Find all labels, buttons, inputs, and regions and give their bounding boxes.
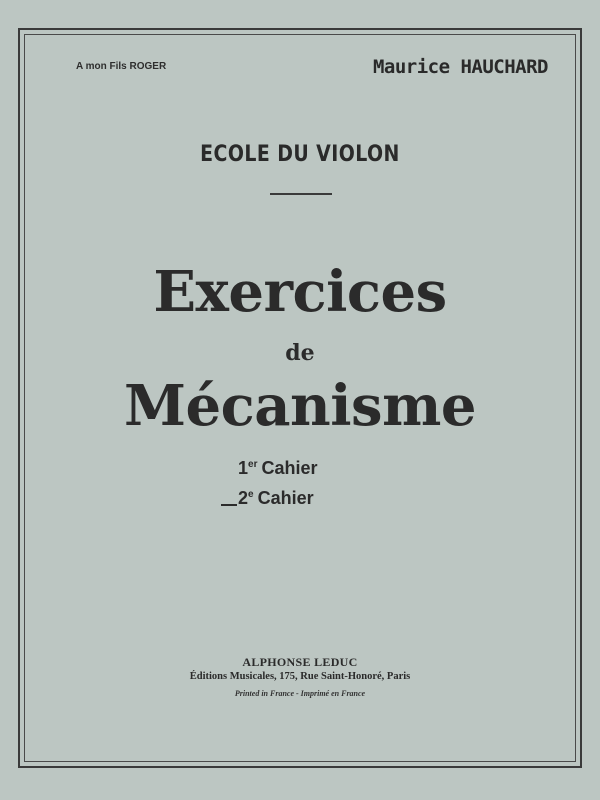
volume-number: 1 <box>238 458 249 478</box>
dedication: A mon Fils ROGER <box>76 61 167 72</box>
volume-ordinal: e <box>248 489 254 500</box>
volume-label: Cahier <box>257 488 314 508</box>
selected-volume-dash <box>221 504 237 506</box>
publisher-name: ALPHONSE LEDUC <box>242 655 358 669</box>
volume-number: 2 <box>238 488 249 508</box>
main-title: Exercices <box>153 259 447 325</box>
publisher-address: Éditions Musicales, 175, Rue Saint-Honoré, Paris <box>189 671 411 682</box>
author-name: Maurice HAUCHARD <box>372 56 548 78</box>
volume-2 <box>221 488 314 509</box>
title-connector: de <box>285 340 315 366</box>
volume-label: Cahier <box>261 458 318 478</box>
volume-1 <box>238 458 318 479</box>
main-title-line2: Mécanisme <box>124 373 476 439</box>
printed-in-notice: Printed in France - Imprimé en France <box>234 689 366 698</box>
series-title: ECOLE DU VIOLON <box>200 142 400 167</box>
volume-ordinal: er <box>248 459 258 470</box>
divider-rule <box>270 193 332 195</box>
